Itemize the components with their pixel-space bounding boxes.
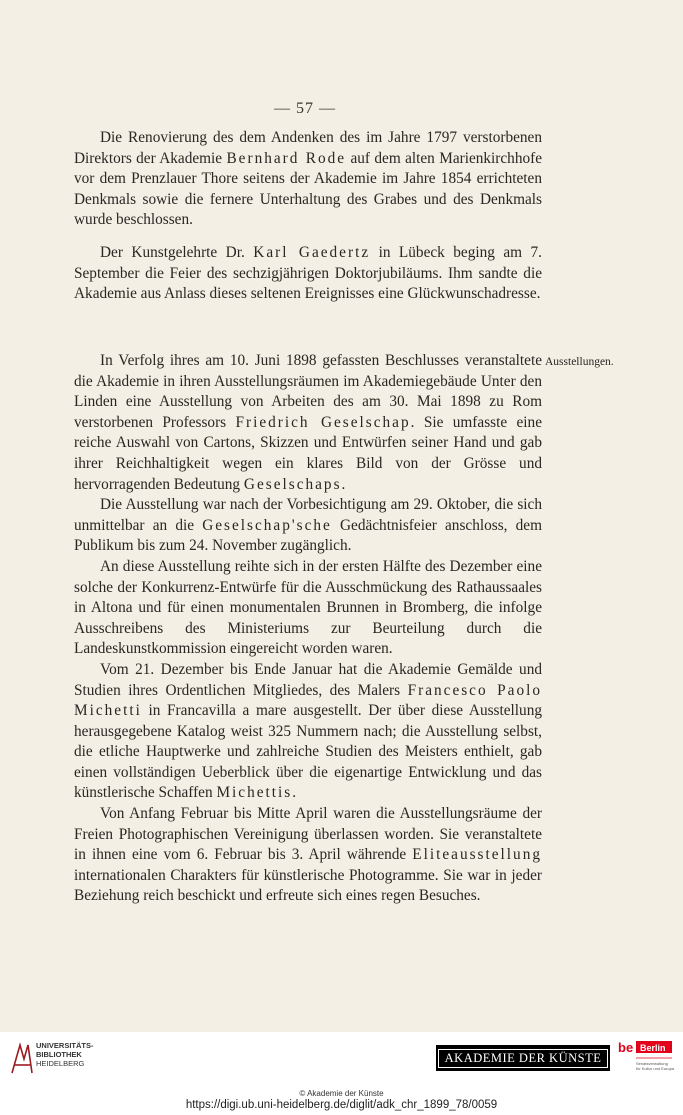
- spaced-name: Eliteausstellung: [412, 846, 542, 864]
- berlin-logo-text: be: [618, 1040, 634, 1055]
- akademie-der-kuenste-logo[interactable]: [436, 1045, 610, 1071]
- berlin-sub-2: für Kultur und Europa: [636, 1066, 675, 1071]
- text-run: Vom 21. Dezember bis Ende Januar hat die Akademie Gemälde und Studien ihres Ordentlichen Mitgliedes, des Malers: [74, 660, 542, 699]
- spaced-name: Bernhard Rode: [226, 149, 347, 167]
- spaced-name: Francesco Paolo Michetti: [74, 681, 542, 720]
- text-block-gaedertz: [74, 243, 542, 305]
- spaced-name: Karl Gaedertz: [253, 244, 371, 261]
- text-run: in Francavilla a mare ausgestellt. Der über diese Ausstellung herausgegebene Katalog weist 325 Nummern nach; die Ausstellung selbst, die etliche Hauptwerke und zahlreiche Studien des Meisters enthielt, gab einen vollständigen Ueberblick über die eigenartige Entwicklung und das künstlerische Schaffen: [74, 702, 542, 802]
- text-run: In Verfolg ihres am 10. Juni 1898 gefassten Beschlusses veranstaltete die Akademie in ihren Ausstellungsräumen im Akademiegebäude Unter den Linden eine Ausstellung von Arbeiten des am 30. Mai 1898 zu Rom verstorbenen Professors: [74, 352, 542, 431]
- text-run: Der Kunstgelehrte Dr.: [100, 244, 254, 261]
- paragraph: [74, 557, 542, 660]
- ub-line-3: HEIDELBERG: [36, 1059, 85, 1068]
- spaced-name: Friedrich Geselschap: [235, 413, 411, 431]
- text-run: Die Renovierung des dem Andenken des im Jahre 1797 verstorbenen Direktors der Akademie: [74, 129, 542, 167]
- text-run: Gedächtnisfeier anschloss, dem Publikum bis zum 24. November zugänglich.: [74, 516, 542, 555]
- paragraph: [74, 660, 542, 804]
- spaced-name: Michettis: [216, 784, 293, 802]
- text-run: Von Anfang Februar bis Mitte April waren die Ausstellungsräume der Freien Photographischen Vereinigung überlassen worden. Sie veranstaltete in ihnen eine vom 6. Februar bis 3. April währende: [74, 805, 542, 864]
- text-run: Die Ausstellung war nach der Vorbesichtigung am 29. Oktober, die sich unmittelbar an die: [74, 496, 542, 534]
- paragraph: [74, 243, 542, 305]
- be-berlin-logo-icon[interactable]: [616, 1038, 676, 1078]
- text-block-ausstellungen: [74, 351, 542, 907]
- text-run: internationalen Charakters für künstlerische Photogramme. Sie war in jeder Beziehung reich beschickt und erfreute sich eines regen Besuches.: [74, 866, 542, 905]
- paragraph: [74, 495, 542, 557]
- text-run: An diese Ausstellung reihte sich in der ersten Hälfte des Dezember eine solche der Konkurrenz-Entwürfe für die Ausschmückung des Rathaussaales in Altona und für einen monumentalen Brunnen in Bromberg, die infolge Ausschreibens des Ministeriums zur Beurteilung durch die Landeskunstkommission eingereicht worden waren.: [74, 557, 542, 658]
- spaced-name: Geselschaps: [243, 475, 342, 493]
- paragraph: [74, 351, 542, 495]
- paragraph: [74, 804, 542, 907]
- paragraph: [74, 128, 542, 231]
- text-run: .: [341, 475, 346, 493]
- ub-line-2: BIBLIOTHEK: [36, 1050, 82, 1059]
- source-url-link[interactable]: https://digi.ub.uni-heidelberg.de/diglit/adk_chr_1899_78/0059: [185, 1099, 498, 1111]
- text-run: .: [292, 784, 297, 802]
- adk-logo-label: AKADEMIE DER KÜNSTE: [438, 1049, 609, 1068]
- text-run: . Sie umfasste eine reiche Auswahl von Cartons, Skizzen und Entwürfen seiner Hand und gab ihrer Reichhaltigkeit wegen ein klares Bild von der Grösse und hervorragenden Bedeutung: [74, 413, 542, 493]
- text-run: auf dem alten Marienkirchhofe vor dem Prenzlauer Thore seitens der Akademie im Jahre 1854 errichteten Denkmals sowie die fernere Unterhaltung des Grabes und des Denkmals wurde beschlossen.: [74, 149, 542, 229]
- text-run: in Lübeck beging am 7. September die Feier des sechzigjährigen Doktorjubiläums. Ihm sandte die Akademie aus Anlass dieses seltenen Ereignisses eine Glückwunschadresse.: [74, 244, 542, 303]
- spaced-name: Geselschap'sche: [202, 516, 332, 534]
- page-number: — 57 —: [274, 100, 336, 117]
- berlin-logo-word: Berlin: [640, 1043, 666, 1053]
- margin-note: Ausstellungen.: [545, 356, 614, 368]
- text-block-rode: [74, 128, 542, 231]
- ub-line-1: UNIVERSITÄTS-: [36, 1041, 94, 1050]
- copyright-notice: © Akademie der Künste: [299, 1089, 384, 1098]
- ub-heidelberg-label[interactable]: [36, 1041, 94, 1068]
- berlin-sub-1: Senatsverwaltung: [636, 1061, 668, 1066]
